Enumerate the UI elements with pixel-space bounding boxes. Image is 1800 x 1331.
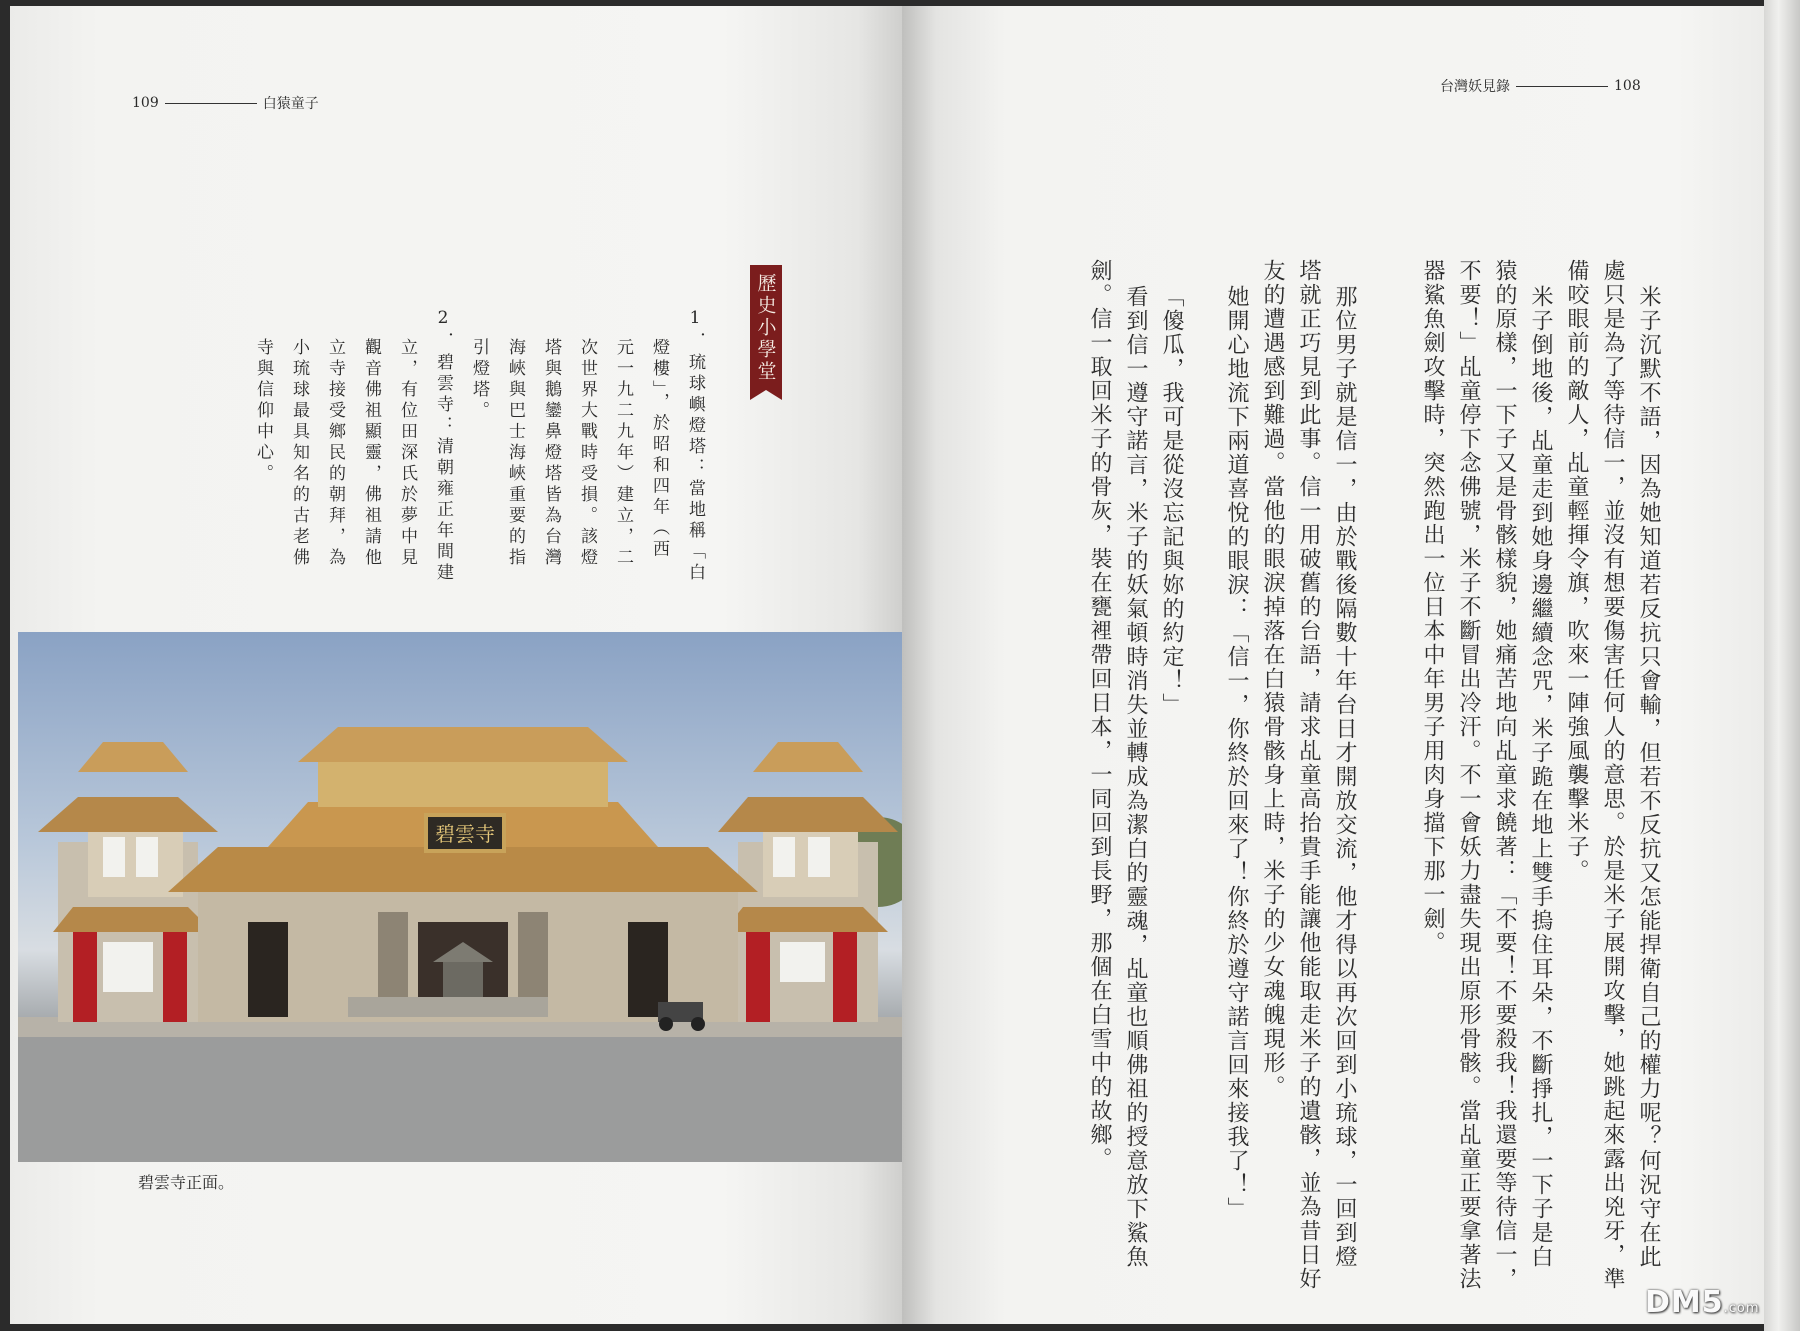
text-column: 看到信一遵守諾言，米子的妖氣頓時消失並轉成為潔白的靈魂，乩童也順佛祖的授意放下鯊魚: [1123, 285, 1148, 1269]
text-column: 友的遭遇感到難過。當他的眼淚掉落在白猿骨骸身上時，米子的少女魂魄現形。: [1260, 259, 1285, 1099]
site-watermark: [1645, 1285, 1760, 1320]
note-line: 寺與信仰中心。: [253, 338, 273, 485]
text-column: 器鯊魚劍攻擊時，突然跑出一位日本中年男子用肉身擋下那一劍。: [1420, 259, 1445, 955]
left-page-number: 109: [132, 95, 159, 111]
note-line: 引燈塔。: [469, 338, 489, 422]
watermark-text: DM5: [1645, 1285, 1724, 1320]
text-column: 不要！」乩童停下念佛號，米子不斷冒出冷汗。不一會妖力盡失現出原形骨骸。當乩童正要拿著法: [1456, 259, 1481, 1291]
photo-caption: 碧雲寺正面。: [138, 1173, 235, 1192]
note-line: 元一九二九年）建立，二: [613, 338, 633, 569]
text-column: 那位男子就是信一，由於戰後隔數十年台日才開放交流，他才得以再次回到小琉球，一回到燈: [1332, 285, 1357, 1269]
header-rule: [165, 103, 257, 104]
temple-sign-text: 碧雲寺: [435, 822, 495, 846]
note-line: 立寺接受鄉民的朝拜，為: [325, 338, 345, 569]
temple-illustration: [18, 632, 902, 1162]
text-column: 「傻瓜，我可是從沒忘記與妳的約定！」: [1159, 285, 1184, 717]
note-line: 觀音佛祖顯靈，佛祖請他: [361, 338, 381, 569]
text-column: 米子倒地後，乩童走到她身邊繼續念咒，米子跪在地上雙手摀住耳朵，不斷掙扎，一下子是白: [1528, 285, 1553, 1269]
note-line: 海峽與巴士海峽重要的指: [505, 338, 525, 569]
left-page-header: [132, 93, 319, 113]
text-column: 塔就正巧見到此事。信一用破舊的台語，請求乩童高抬貴手能讓他能取走米子的遺骸，並為昔日好: [1296, 259, 1321, 1291]
note-line: 塔與鵝鑾鼻燈塔皆為台灣: [541, 338, 561, 569]
text-column: 米子沉默不語，因為她知道若反抗只會輸，但若不反抗又怎能捍衛自己的權力呢？何況守在此: [1636, 285, 1661, 1269]
text-column: 猿的原樣，一下子又是骨骸樣貌，她痛苦地向乩童求饒著：「不要！不要殺我！我還要等待信一，: [1492, 259, 1517, 1291]
watermark-suffix: .com: [1723, 1301, 1760, 1316]
note-line: 1．琉球嶼燈塔：當地稱「白: [685, 308, 705, 584]
note-line: 小琉球最具知名的古老佛: [289, 338, 309, 569]
note-line: 次世界大戰時受損。該燈: [577, 338, 597, 569]
right-page-header: [1440, 76, 1641, 96]
note-line: 2．碧雲寺：清朝雍正年間建: [433, 308, 453, 584]
temple-photo: [18, 632, 902, 1162]
text-column: 她開心地流下兩道喜悅的眼淚：「信一，你終於回來了！你終於遵守諾言回來接我了！」: [1224, 285, 1249, 1221]
book-title: 台灣妖見錄: [1440, 79, 1510, 95]
header-rule: [1516, 86, 1608, 87]
chapter-title: 白猿童子: [262, 96, 319, 112]
note-line: 燈樓」，於昭和四年（西: [649, 338, 669, 561]
text-column: 備咬眼前的敵人，乩童輕揮令旗，吹來一陣強風襲擊米子。: [1564, 259, 1589, 883]
text-column: 處只是為了等待信一，並沒有想要傷害任何人的意思。於是米子展開攻擊，她跳起來露出兇牙，準: [1600, 259, 1625, 1291]
note-line: 立，有位田深氏於夢中見: [397, 338, 417, 569]
history-sidebar-badge: 歷史小學堂: [750, 265, 782, 390]
right-page-number: 108: [1614, 78, 1641, 94]
text-column: 劍。信一取回米子的骨灰，裝在甕裡帶回日本，一同回到長野，那個在白雪中的故鄉。: [1087, 259, 1112, 1171]
book-edge: [1764, 0, 1800, 1331]
